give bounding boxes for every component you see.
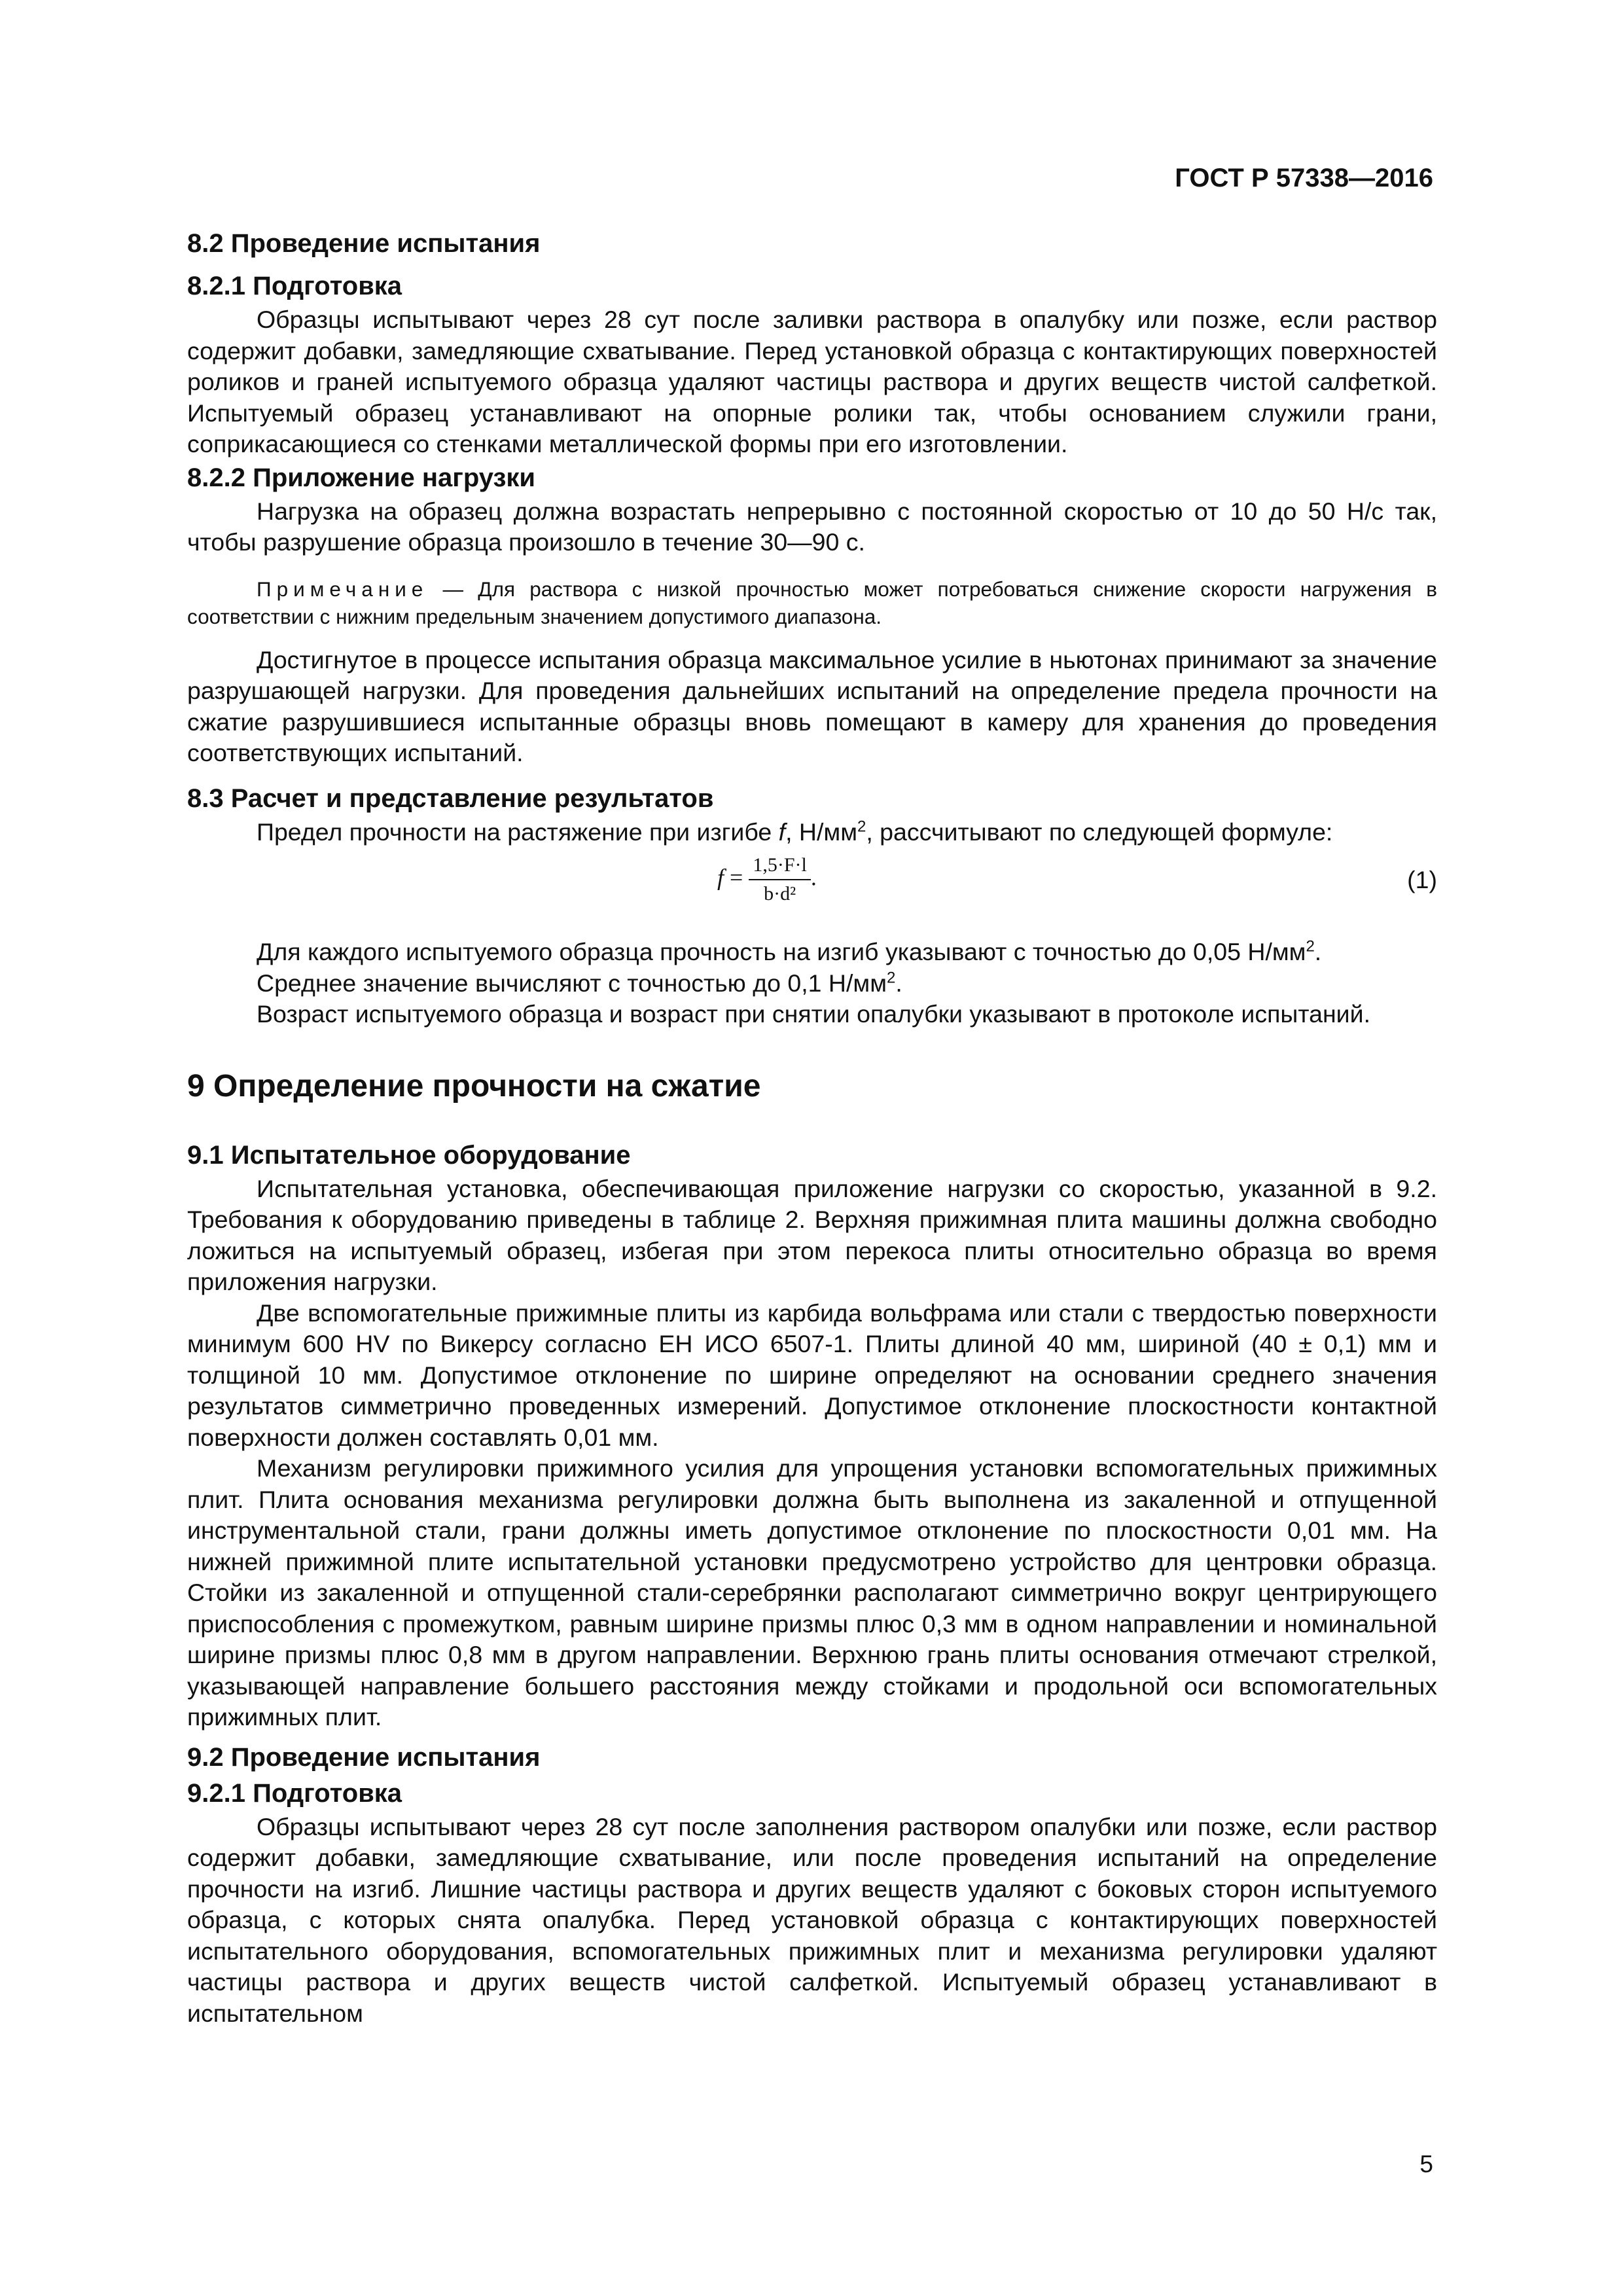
heading-9-2-1: 9.2.1 Подготовка [187, 1778, 402, 1808]
page-number: 5 [1419, 2151, 1433, 2178]
note [187, 575, 1437, 630]
document-code: ГОСТ Р 57338—2016 [1175, 164, 1433, 192]
paragraph-8-3-intro: Предел прочности на растяжение при изгибе f, $Н/мм^2$, рассчитывают по следующей формуле: [257, 817, 1333, 846]
paragraph-8-3-age: Возраст испытуемого образца и возраст при снятии опалубки указывают в протоколе испытаний. [257, 1000, 1370, 1028]
note-label: Примечание [257, 577, 429, 601]
note-text: — Для раствора с низкой прочностью может потребоваться снижение скорости нагружения в соответствии с нижним предельным значением допустимого диапазона. [187, 577, 1437, 628]
page-content [187, 226, 1437, 2029]
heading-8-2: 8.2 Проведение испытания [187, 229, 541, 258]
paragraph-9-2-1: Образцы испытывают через 28 сут после заполнения раствором опалубки или позже, если раствор содержит добавки, замедляющие схватывание, или после проведения испытаний на определение прочности на изгиб. Лишние частицы раствора и других веществ удаляют с боковых сторон испытуемого образца, с которых снята опалубка. Перед установкой образца с контактирующих поверхностей испытательного оборудования, вспомогательных прижимных плит и механизма регулировки удаляют частицы раствора и других веществ чистой салфеткой. Испытуемый образец устанавливают в испытательном [187, 1812, 1437, 2027]
formula-expression: f = $\frac{1,5\cdot F\cdot l}{\text{b·d²}}$ . [717, 854, 817, 905]
heading-9-2: 9.2 Проведение испытания [187, 1742, 541, 1772]
paragraph-8-2-1: Образцы испытывают через 28 сут после заливки раствора в опалубку или позже, если раствор содержит добавки, замедляющие схватывание. Перед установкой образца с контактирующих поверхностей роликов и граней испытуемого образца удаляют частицы раствора и других веществ чистой салфеткой. Испытуемый образец устанавливают на опорные ролики так, чтобы основанием служили грани, соприкасающиеся со стенками металлической формы при его изготовлении. [187, 306, 1437, 457]
paragraph-9-1-b: Две вспомогательные прижимные плиты из карбида вольфрама или стали с твердостью поверхности минимум 600 HV по Викерсу согласно ЕН ИСО 6507-1. Плиты длиной 40 мм, шириной (40 ± 0,1) мм и толщиной 10 мм. Допустимое отклонение по ширине определяют на основании среднего значения результатов симметрично проведенных измерений. Допустимое отклонение плоскостности контактной поверхности должен составлять 0,01 мм. [187, 1299, 1437, 1451]
paragraph-8-2-2-result: Достигнутое в процессе испытания образца максимальное усилие в ньютонах принимают за значение разрушающей нагрузки. Для проведения дальнейших испытаний на определение предела прочности на сжатие разрушившиеся испытанные образцы вновь помещают в камеру для хранения до проведения соответствующих испытаний. [187, 645, 1437, 766]
heading-9-1: 9.1 Испытательное оборудование [187, 1140, 631, 1170]
paragraph-9-1-c: Механизм регулировки прижимного усилия для упрощения установки вспомогательных прижимных плит. Плита основания механизма регулировки должна быть выполнена из закаленной и отпущенной инструментальной стали, грани должны иметь допустимое отклонение по плоскостности 0,01 мм. На нижней прижимной плите испытательной установки предусмотрено устройство для центровки образца. Стойки из закаленной и отпущенной стали-серебрянки располагают симметрично вокруг центрирующего приспособления с промежутком, равным ширине призмы плюс 0,3 мм в одном направлении и номинальной ширине призмы плюс 0,8 мм в другом направлении. Верхнюю грань плиты основания отмечают стрелкой, указывающей направление большего расстояния между стойками и продольной оси вспомогательных прижимных плит. [187, 1454, 1437, 1731]
paragraph-8-3-precision: Для каждого испытуемого образца прочность на изгиб указывают с точностью до 0,05 $Н/мм^2$. [257, 937, 1322, 965]
formula-number: (1) [1407, 866, 1437, 893]
paragraph-9-1-a: Испытательная установка, обеспечивающая приложение нагрузки со скоростью, указанной в 9.2. Требования к оборудованию приведены в таблице 2. Верхняя прижимная плита машины должна свободно ложиться на испытуемый образец, избегая при этом перекоса плиты относительно образца во время приложения нагрузки. [187, 1174, 1437, 1295]
heading-8-2-2: 8.2.2 Приложение нагрузки [187, 463, 536, 492]
formula-1 [187, 853, 1437, 925]
paragraph-8-3-mean: Среднее значение вычисляют с точностью до 0,1 $Н/мм^2$. [257, 969, 902, 997]
heading-9: 9 Определение прочности на сжатие [187, 1068, 761, 1103]
heading-8-3: 8.3 Расчет и представление результатов [187, 783, 714, 813]
paragraph-8-2-2: Нагрузка на образец должна возрастать непрерывно с постоянной скоростью от 10 до 50 Н/с так, чтобы разрушение образца произошло в течение 30—90 с. [187, 497, 1437, 556]
heading-8-2-1: 8.2.1 Подготовка [187, 272, 402, 300]
formula-numerator: 1,5·F·l [749, 854, 811, 880]
formula-denominator: b·d² [764, 883, 796, 905]
